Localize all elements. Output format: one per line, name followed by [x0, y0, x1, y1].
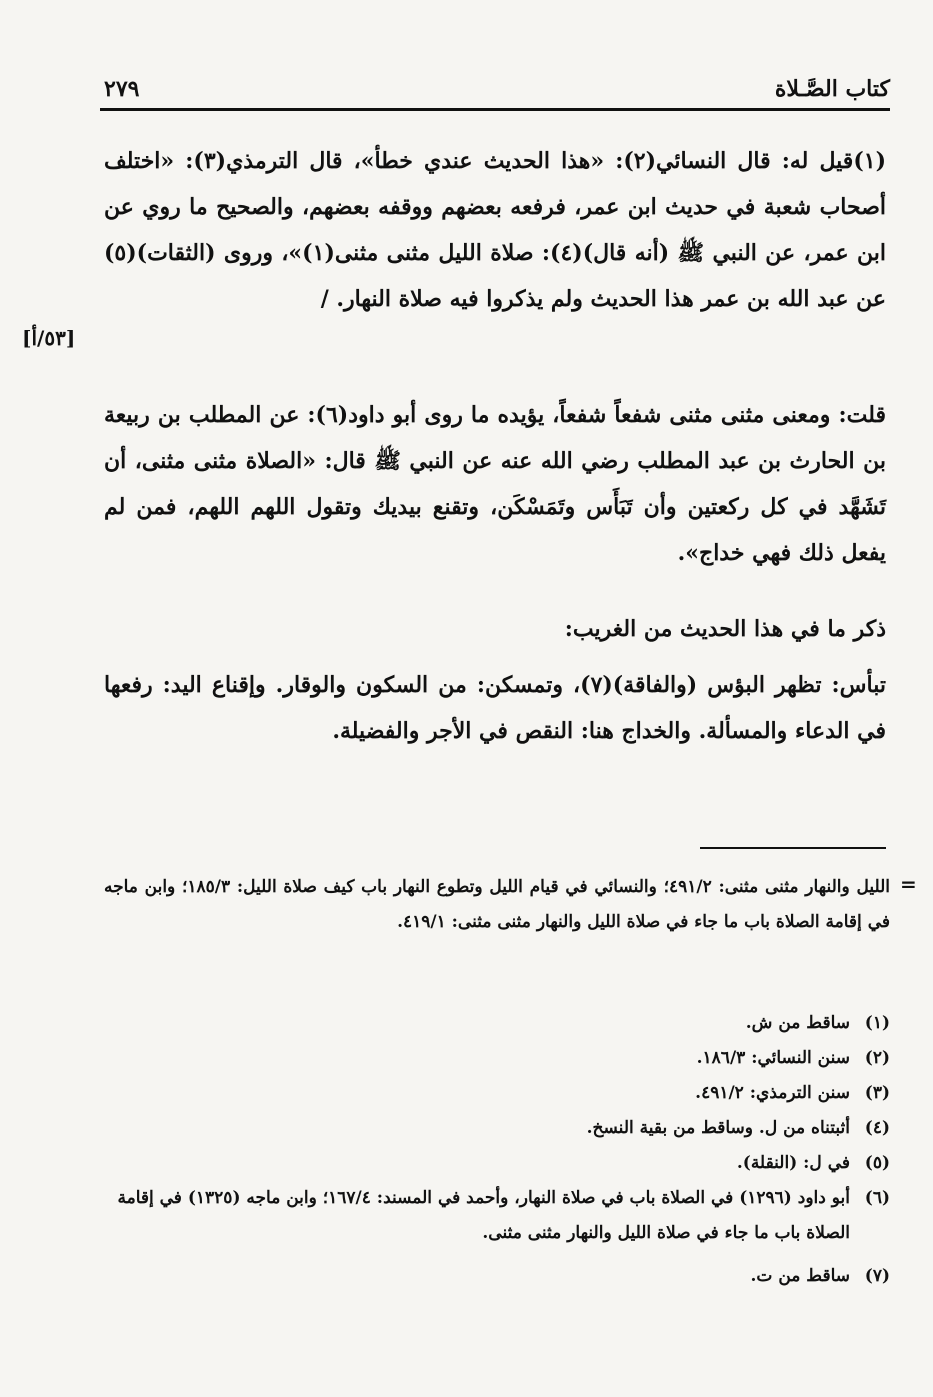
footnote-list [104, 1006, 890, 1294]
footnote-item [104, 1181, 890, 1251]
footnote-item [104, 1259, 890, 1294]
paragraph-narration: (١)قيل له: قال النسائي(٢): «هذا الحديث عندي خطأ»، قال الترمذي(٣): «اختلف أصحاب شعبة في حديث ابن عمر، فرفعه بعضهم ووقفه بعضهم، والصحيح ما روي عن ابن عمر، عن النبي ﷺ (أنه قال)(٤): صلاة الليل مثنى مثنى(١)»، وروى (الثقات)(٥) عن عبد الله بن عمر هذا الحديث ولم يذكروا فيه صلاة النهار. / [104, 148, 886, 312]
footnote-text: أبو داود (١٢٩٦) في الصلاة باب في صلاة النهار، وأحمد في المسند: ١٦٧/٤؛ وابن ماجه (١٣٢٥) في إقامة الصلاة باب ما جاء في صلاة الليل والنهار مثنى مثنى. [117, 1188, 850, 1243]
footnote-text: ساقط من ش. [745, 1013, 850, 1033]
manuscript-folio-marker: [٥٣/أ] [22, 326, 76, 350]
header-rule [100, 108, 890, 111]
footnote-text: في ل: (النقلة). [736, 1153, 850, 1173]
footnote-separator [700, 847, 886, 849]
footnote-text: ساقط من ت. [750, 1266, 850, 1286]
footnote-item [104, 1146, 890, 1181]
footnote-number: (١) [864, 1013, 890, 1033]
footnote-text: سنن النسائي: ١٨٦/٣. [696, 1048, 850, 1068]
running-title: كتاب الصَّـلاة [774, 76, 890, 102]
footnote-number: (٢) [864, 1048, 890, 1068]
footnote-continuation-mark: = [900, 872, 917, 896]
footnote-number: (٥) [864, 1153, 890, 1173]
section-heading-gharib: ذكر ما في هذا الحديث من الغريب: [564, 616, 886, 642]
footnote-continuation: الليل والنهار مثنى مثنى: ٤٩١/٢؛ والنسائي في قيام الليل وتطوع النهار باب كيف صلاة الليل: ١٨٥/٣؛ وابن ماجه في إقامة الصلاة باب ما جاء في صلاة الليل والنهار مثنى مثنى: ٤١٩/١. [104, 877, 890, 932]
paragraph-explanation: قلت: ومعنى مثنى مثنى شفعاً شفعاً، يؤيده ما روى أبو داود(٦): عن المطلب بن ربيعة بن الحارث بن عبد المطلب رضي الله عنه عن النبي ﷺ قال: «الصلاة مثنى مثنى، أن تَشَهَّد في كل ركعتين وأن تَبَأَس وتَمَسْكَن، وتقنع بيديك وتقول اللهم اللهم، فمن لم يفعل ذلك فهي خداج». [104, 402, 887, 566]
paragraph-gharib: تبأس: تظهر البؤس (والفاقة)(٧)، وتمسكن: من السكون والوقار. وإقناع اليد: رفعها في الدعاء والمسألة. والخداج هنا: النقص في الأجر والفضيلة. [104, 672, 886, 744]
footnote-number: (٧) [864, 1266, 890, 1286]
footnote-item [104, 1111, 890, 1146]
footnote-item [104, 1006, 890, 1041]
page-header [100, 74, 890, 106]
footnote-text: أثبتناه من ل. وساقط من بقية النسخ. [586, 1118, 850, 1138]
footnote-text: سنن الترمذي: ٤٩١/٢. [695, 1083, 850, 1103]
page-number: ٢٧٩ [104, 76, 140, 102]
footnote-number: (٦) [864, 1188, 890, 1208]
footnote-item [104, 1041, 890, 1076]
footnote-number: (٤) [864, 1118, 890, 1138]
footnote-item [104, 1076, 890, 1111]
footnote-number: (٣) [864, 1083, 890, 1103]
